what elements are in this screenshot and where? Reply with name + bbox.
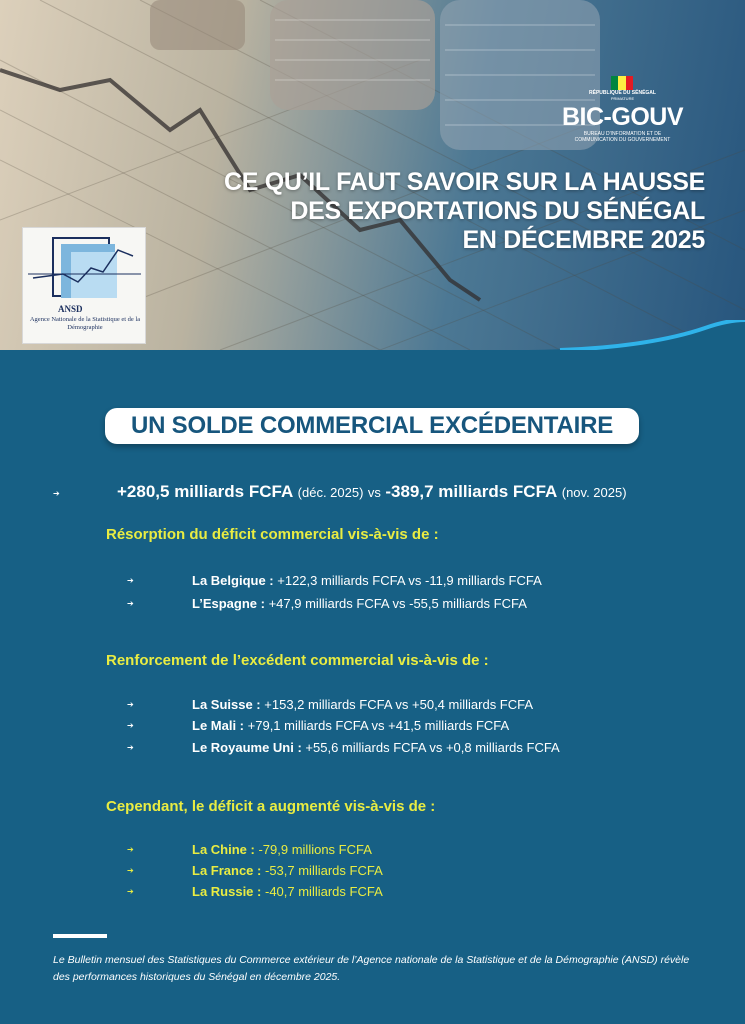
country-detail: +55,6 milliards FCFA vs +0,8 milliards FCFA [305,740,560,755]
arrow-right-icon: ➔ [127,743,134,752]
brand-logo-text: BIC-GOUV [562,103,683,131]
section-banner [105,408,639,444]
value-december: +280,5 milliards FCFA [117,482,294,501]
ansd-full-name: Agence Nationale de la Statistique et de la Démographie [29,316,141,331]
resorption-heading: Résorption du déficit commercial vis-à-vis de : [106,526,439,543]
title-line-1: CE QU’IL FAUT SAVOIR SUR LA HAUSSE [223,168,705,196]
ansd-acronym: ANSD [58,304,83,314]
republic-label: RÉPUBLIQUE DU SÉNÉGAL [589,90,656,96]
vs-label: vs [367,485,381,500]
country-label: La Chine : [192,842,255,857]
page-title [185,168,705,255]
country-detail: -40,7 milliards FCFA [264,884,383,899]
arrow-right-icon: ➔ [127,866,134,875]
country-detail: +153,2 milliards FCFA vs +50,4 milliards FCFA [264,697,534,712]
country-detail: -79,9 millions FCFA [258,842,372,857]
ansd-logo [22,227,146,344]
coin-stack-icon [150,0,600,150]
arrow-right-icon: ➔ [127,576,134,585]
ansd-chart-icon [23,228,147,306]
country-label: La Belgique : [192,573,274,588]
country-label: Le Mali : [192,718,245,733]
arrow-right-icon: ➔ [53,489,60,498]
hero-banner [0,0,745,350]
arrow-right-icon: ➔ [127,599,134,608]
period-december: (déc. 2025) [297,485,364,500]
country-detail: -53,7 milliards FCFA [264,863,383,878]
value-november: -389,7 milliards FCFA [385,482,558,501]
country-label: La Suisse : [192,697,261,712]
renforcement-heading: Renforcement de l’excédent commercial vis-à-vis de : [106,652,489,669]
country-detail: +79,1 milliards FCFA vs +41,5 milliards FCFA [247,718,510,733]
country-label: L’Espagne : [192,596,265,611]
arrow-right-icon: ➔ [127,845,134,854]
country-detail: +122,3 milliards FCFA vs -11,9 milliards FCFA [277,573,542,588]
primature-label: PRIMATURE [610,96,635,101]
arrow-right-icon: ➔ [127,887,134,896]
title-line-2: DES EXPORTATIONS DU SÉNÉGAL [290,197,705,225]
period-november: (nov. 2025) [561,485,627,500]
arrow-right-icon: ➔ [127,700,134,709]
deficit-heading: Cependant, le déficit a augmenté vis-à-vis de : [106,798,436,815]
country-label: La Russie : [192,884,262,899]
senegal-flag-icon [611,76,633,90]
section-title: UN SOLDE COMMERCIAL EXCÉDENTAIRE [130,412,614,439]
footer-divider [53,934,107,938]
country-label: La France : [192,863,262,878]
brand-subtitle: BUREAU D'INFORMATION ET DE COMMUNICATION DU GOUVERNEMENT [574,131,671,143]
title-line-3: EN DÉCEMBRE 2025 [462,226,705,254]
summary-text [117,482,627,502]
footer-note: Le Bulletin mensuel des Statistiques du Commerce extérieur de l’Agence nationale de la Statistique et de la Démographie (ANSD) révèle des performances historiques du Sénégal en décembre 2025. [53,954,690,983]
country-label: Le Royaume Uni : [192,740,302,755]
arrow-right-icon: ➔ [127,721,134,730]
country-detail: +47,9 milliards FCFA vs -55,5 milliards FCFA [268,596,527,611]
